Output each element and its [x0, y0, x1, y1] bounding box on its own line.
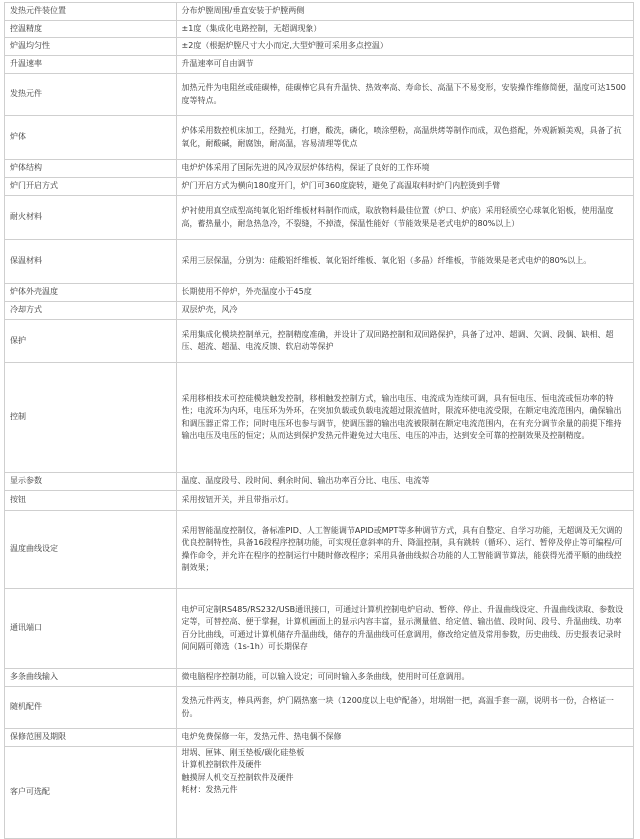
- spec-value-line: 双层炉壳，风冷: [181, 305, 238, 315]
- spec-label: 显示参数: [5, 473, 177, 491]
- spec-value-line: 炉门开启方式为横向180度开门，炉门可360度旋转，避免了高温取料时炉门内腔烫到手臂: [181, 181, 501, 191]
- spec-label: 保护: [5, 320, 177, 363]
- spec-label: 按钮: [5, 491, 177, 511]
- spec-value: [176, 320, 633, 363]
- spec-value: [176, 669, 633, 687]
- spec-value-line: 发热元件两支，棒具两套，炉门隔热塞一块（1200度以上电炉配备），坩埚钳一把，高温手套一副，说明书一份，合格证一份。: [181, 696, 614, 718]
- spec-value-line: ±1度（集成化电路控制，无超调现象）: [181, 23, 322, 33]
- spec-value-line: 耗材：发热元件: [181, 784, 238, 794]
- table-row: [5, 196, 634, 240]
- table-row: [5, 687, 634, 729]
- spec-label: 发热元件装位置: [5, 3, 177, 21]
- spec-label: 控制: [5, 363, 177, 473]
- table-row: [5, 74, 634, 116]
- spec-value: [176, 240, 633, 284]
- spec-value-line: 炉体采用数控机床加工，经抛光，打磨，酸洗，磷化，喷涂塑粉，高温烘烤等制作而成，双色搭配，外观新颖美观，具备了抗氧化，耐酸碱，耐腐蚀，耐高温，容易清理等优点: [181, 126, 622, 148]
- table-row: [5, 747, 634, 839]
- spec-label: 通讯端口: [5, 589, 177, 669]
- spec-value-line: ±2度（根据炉膛尺寸大小而定,大型炉膛可采用多点控温）: [181, 41, 388, 51]
- spec-label: 客户可选配: [5, 747, 177, 839]
- spec-value: [176, 473, 633, 491]
- table-row: [5, 240, 634, 284]
- table-row: [5, 3, 634, 21]
- spec-label: 炉体: [5, 116, 177, 160]
- spec-value-line: 采用集成化模块控制单元，控制精度准确，并设计了双回路控制和双回路保护，具备了过冲、超调、欠调、段偶、缺相、超压、超流、超温、电流反馈、软启动等保护: [181, 329, 614, 351]
- spec-table: [4, 2, 634, 839]
- table-row: [5, 320, 634, 363]
- spec-label: 发热元件: [5, 74, 177, 116]
- spec-value-line: 温度、温度段号、段时间、剩余时间、输出功率百分比、电压、电流等: [181, 476, 430, 486]
- spec-label: 耐火材料: [5, 196, 177, 240]
- spec-value: [176, 511, 633, 589]
- spec-value-line: 电炉免费保修一年，发热元件、热电偶不保修: [181, 732, 342, 742]
- spec-value: [176, 196, 633, 240]
- table-row: [5, 491, 634, 511]
- spec-value-line: 触摸屏人机交互控制软件及硬件: [181, 772, 294, 782]
- table-row: [5, 178, 634, 196]
- table-row: [5, 116, 634, 160]
- spec-value: [176, 21, 633, 38]
- table-row: [5, 160, 634, 178]
- spec-value-line: 长期使用不停炉，外壳温度小于45度: [181, 287, 312, 297]
- spec-value: [176, 74, 633, 116]
- spec-value: [176, 302, 633, 320]
- table-row: [5, 669, 634, 687]
- spec-value-line: 采用按钮开关，并且带指示灯。: [181, 495, 294, 505]
- spec-value-line: 坩埚、匣钵、刚玉垫板/碳化硅垫板: [181, 748, 305, 757]
- spec-value: [176, 284, 633, 302]
- spec-value-line: 炉衬使用真空成型高纯氧化铝纤维板材料制作而成，取放物料最佳位置（炉口、炉底）采用轻质空心球氧化铝板，使用温度高，蓄热量小，耐急热急冷，不裂缝，不掉渣，保温性能好（节能效果是老式电炉的80%以上）: [181, 206, 614, 228]
- spec-value-line: 计算机控制软件及硬件: [181, 760, 262, 770]
- table-row: [5, 473, 634, 491]
- table-row: [5, 56, 634, 74]
- spec-label: 控温精度: [5, 21, 177, 38]
- spec-label: 温度曲线设定: [5, 511, 177, 589]
- spec-value-line: 采用智能温度控制仪，备标准PID、人工智能调节APID或MPT等多种调节方式，具有自整定、自学习功能，无超调及无欠调的优良控制特性，具备16段程序控制功能，可实现任意斜率的升、降温控制，具有跳转（循环）、运行、暂停及停止等可编程/可操作命令，并允许在程序的控制运行中随时修改程序；采用具备曲线拟合功能的人工智能调节算法，能获得光滑平顺的曲线控制效果；: [181, 525, 623, 572]
- table-row: [5, 589, 634, 669]
- table-row: [5, 729, 634, 747]
- spec-value: [176, 56, 633, 74]
- spec-label: 炉体结构: [5, 160, 177, 178]
- table-row: [5, 511, 634, 589]
- spec-value: [176, 491, 633, 511]
- spec-label: 炉体外壳温度: [5, 284, 177, 302]
- spec-label: 随机配件: [5, 687, 177, 729]
- spec-value-line: 分布炉膛周围/垂直安装于炉膛两侧: [181, 6, 305, 16]
- spec-value: [176, 160, 633, 178]
- spec-value: [176, 363, 633, 473]
- spec-value: [176, 729, 633, 747]
- spec-value: [176, 589, 633, 669]
- spec-label: 冷却方式: [5, 302, 177, 320]
- spec-value-line: 采用移相技术可控硅模块触发控制，移相触发控制方式，输出电压、电流成为连续可调，具有恒电压、恒电流或恒功率的特性；电流环为内环，电压环为外环，在突加负载或负载电流超过限流值时，限流环使电流受限，在额定电流范围内，确保输出和调压器正常工作；同时电压环也参与调节，使调压器的输出电流被限制在额定电流范围内，在有充分调节余量的前提下维持输出电压及电压的恒定；从而达到保护发热元件避免过大电压、电压的冲击，达到安全可靠的控制效果及控制精度。: [181, 393, 622, 440]
- spec-value-line: 电炉可定制RS485/RS232/USB通讯接口，可通过计算机控制电炉启动、暂停、停止、升温曲线设定、升温曲线读取、参数设定等，可替控高、便于掌握，计算机画面上的显示内容丰富，显示测量值、给定值、输出值、段时间、段号、升温曲线、功率百分比曲线，可通过计算机储存升温曲线，储存的升温曲线可任意调用，修改给定值及常用参数，历史曲线、历史报表记录时间间隔可筛选（1s-1h）可长期保存: [181, 604, 624, 651]
- spec-label: 保修范围及期限: [5, 729, 177, 747]
- spec-value: [176, 687, 633, 729]
- table-row: [5, 284, 634, 302]
- spec-value-line: 微电脑程序控制功能，可以输入设定；可同时输入多条曲线，使用时可任意调用。: [181, 672, 470, 682]
- spec-label: 炉温均匀性: [5, 38, 177, 56]
- spec-value: [176, 3, 633, 21]
- spec-value-line: 加热元件为电阻丝或硅碳棒，硅碳棒它具有升温快、热效率高、寿命长、高温下不易变形，安装操作维修简便，温度可达1500度等特点。: [181, 83, 626, 105]
- spec-label: 保温材料: [5, 240, 177, 284]
- spec-value-line: 采用三层保温，分别为：硅酸铝纤维板、氧化铝纤维板、氧化铝（多晶）纤维板，节能效果是老式电炉的80%以上。: [181, 256, 592, 266]
- spec-value: [176, 116, 633, 160]
- spec-label: 升温速率: [5, 56, 177, 74]
- spec-value: [176, 747, 633, 839]
- spec-value: [176, 38, 633, 56]
- spec-value: [176, 178, 633, 196]
- table-row: [5, 363, 634, 473]
- spec-value-line: 电炉炉体采用了国际先进的风冷双层炉体结构，保证了良好的工作环境: [181, 163, 430, 173]
- table-row: [5, 38, 634, 56]
- table-row: [5, 21, 634, 38]
- table-row: [5, 302, 634, 320]
- spec-table-body: [5, 3, 634, 839]
- spec-label: 炉门开启方式: [5, 178, 177, 196]
- spec-value-line: 升温速率可自由调节: [181, 59, 254, 69]
- spec-label: 多条曲线输入: [5, 669, 177, 687]
